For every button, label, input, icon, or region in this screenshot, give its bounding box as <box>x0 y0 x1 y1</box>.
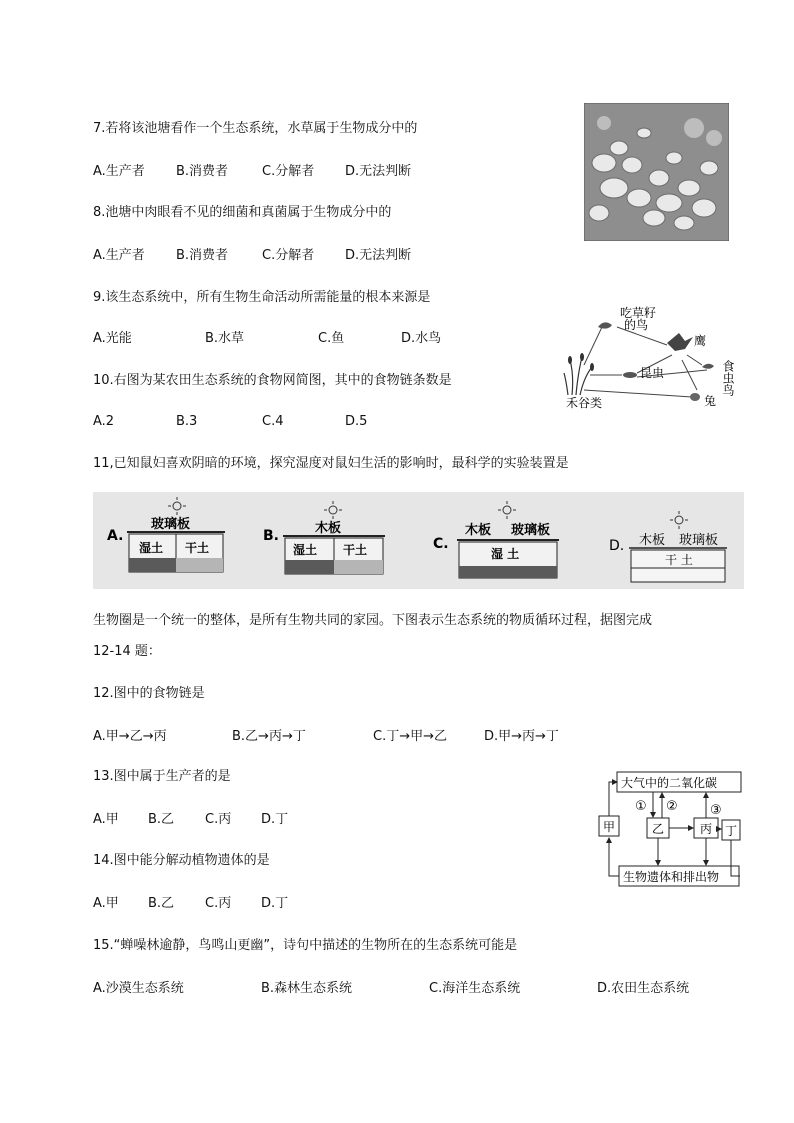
q10-option-d: D.5 <box>345 414 368 429</box>
cycle-bing: 丙 <box>700 822 713 836</box>
q8-option-c: C.分解者 <box>262 248 315 263</box>
q8-stem: 8.池塘中肉眼看不见的细菌和真菌属于生物成分中的 <box>93 205 392 220</box>
q12-option-d: D.甲→丙→丁 <box>484 729 559 744</box>
food-web-label-seed-bird: 吃草籽 <box>620 306 657 320</box>
pond-photo-image <box>584 103 729 241</box>
food-web-label-insect-bird: 食虫鸟 <box>721 360 735 396</box>
cycle-jia: 甲 <box>603 820 616 834</box>
insect-bird-icon <box>702 364 714 369</box>
q11-stem: 11,已知鼠妇喜欢阴暗的环境，探究湿度对鼠妇生活的影响时，最科学的实验装置是 <box>93 456 569 471</box>
q13-stem: 13.图中属于生产者的是 <box>93 769 231 784</box>
q9-option-b: B.水草 <box>205 331 245 346</box>
q10-option-a: A.2 <box>93 414 115 429</box>
q14-option-d: D.丁 <box>261 896 289 911</box>
q8-option-d: D.无法判断 <box>345 248 412 263</box>
q9-option-c: C.鱼 <box>318 331 345 346</box>
food-web-label-bird: 的鸟 <box>624 318 649 332</box>
q8-option-b: B.消费者 <box>176 248 229 263</box>
food-web-figure <box>562 305 742 410</box>
q7-option-c: C.分解者 <box>262 164 315 179</box>
q14-option-a: A.甲 <box>93 896 119 911</box>
q8-option-a: A.生产者 <box>93 248 145 263</box>
q10-stem: 10.右图为某农田生态系统的食物网简图，其中的食物链条数是 <box>93 373 452 388</box>
apparatus-b-letter: B. <box>263 528 279 544</box>
apparatus-d-letter: D. <box>609 538 625 554</box>
apparatus-c-letter: C. <box>433 536 449 552</box>
carbon-cycle-figure <box>595 768 745 890</box>
q12-stem: 12.图中的食物链是 <box>93 686 205 701</box>
q9-option-a: A.光能 <box>93 331 132 346</box>
insect-icon <box>623 372 637 378</box>
apparatus-b-cover: 木板 <box>315 521 342 536</box>
cycle-atmosphere-co2: 大气中的二氧化碳 <box>621 776 718 790</box>
apparatus-c-cover-right: 玻璃板 <box>511 523 551 538</box>
q7-option-d: D.无法判断 <box>345 164 412 179</box>
q14-stem: 14.图中能分解动植物遗体的是 <box>93 853 270 868</box>
cycle-label-3: ③ <box>710 803 722 818</box>
cycle-remains-waste: 生物遗体和排出物 <box>623 870 720 884</box>
q12-option-c: C.丁→甲→乙 <box>373 729 447 744</box>
q7-option-b: B.消费者 <box>176 164 229 179</box>
intro-line-2: 12-14 题： <box>93 644 161 659</box>
q9-option-d: D.水鸟 <box>401 331 442 346</box>
apparatus-figure <box>93 492 744 589</box>
intro-line-1: 生物圈是一个统一的整体，是所有生物共同的家园。下图表示生态系统的物质循环过程，据图完成 <box>93 613 653 628</box>
pond-photo <box>584 103 729 241</box>
apparatus-c-cover-left: 木板 <box>465 523 492 538</box>
apparatus-d-cover-right: 玻璃板 <box>679 533 719 548</box>
grain-plant-icon <box>564 357 592 395</box>
q15-option-d: D.农田生态系统 <box>597 981 690 996</box>
food-web-label-rabbit: 兔 <box>704 394 717 408</box>
q15-option-a: A.沙漠生态系统 <box>93 981 184 996</box>
cycle-label-1: ① <box>635 799 647 814</box>
apparatus-a-cover: 玻璃板 <box>151 517 191 532</box>
q14-option-b: B.乙 <box>148 896 175 911</box>
rabbit-icon <box>690 393 700 401</box>
q7-stem: 7.若将该池塘看作一个生态系统，水草属于生物成分中的 <box>93 121 418 136</box>
q12-option-a: A.甲→乙→丙 <box>93 729 167 744</box>
apparatus-diagram <box>93 492 744 589</box>
apparatus-d-cover-left: 木板 <box>639 533 666 548</box>
q15-option-b: B.森林生态系统 <box>261 981 353 996</box>
apparatus-d-dry-soil: 干 土 <box>665 553 693 567</box>
q13-option-d: D.丁 <box>261 812 289 827</box>
carbon-cycle-diagram <box>595 768 745 890</box>
hawk-icon <box>667 333 693 351</box>
q15-option-c: C.海洋生态系统 <box>429 981 521 996</box>
cycle-yi: 乙 <box>652 822 665 836</box>
cycle-label-2: ② <box>666 799 678 814</box>
food-web-label-insect: 昆虫 <box>640 366 665 380</box>
q12-option-b: B.乙→丙→丁 <box>232 729 306 744</box>
apparatus-a-letter: A. <box>107 528 124 544</box>
q15-stem: 15.“蝉噪林逾静，鸟鸣山更幽”，诗句中描述的生物所在的生态系统可能是 <box>93 938 518 953</box>
apparatus-b-wet-soil: 湿土 <box>293 543 318 557</box>
apparatus-a-wet-soil: 湿土 <box>139 541 164 555</box>
food-web-diagram <box>562 305 742 410</box>
q14-option-c: C.丙 <box>205 896 232 911</box>
apparatus-b-dry-soil: 干土 <box>343 543 368 557</box>
q13-option-a: A.甲 <box>93 812 119 827</box>
cycle-ding: 丁 <box>725 824 738 838</box>
apparatus-c-wet-soil: 湿 土 <box>491 547 520 561</box>
q7-option-a: A.生产者 <box>93 164 145 179</box>
food-web-label-hawk: 鹰 <box>694 334 707 348</box>
q13-option-b: B.乙 <box>148 812 175 827</box>
q9-stem: 9.该生态系统中，所有生物生命活动所需能量的根本来源是 <box>93 290 431 305</box>
q13-option-c: C.丙 <box>205 812 232 827</box>
seed-bird-icon <box>598 322 612 328</box>
q10-option-b: B.3 <box>176 414 198 429</box>
apparatus-a-dry-soil: 干土 <box>185 541 210 555</box>
food-web-label-grain: 禾谷类 <box>566 396 603 410</box>
q10-option-c: C.4 <box>262 414 284 429</box>
